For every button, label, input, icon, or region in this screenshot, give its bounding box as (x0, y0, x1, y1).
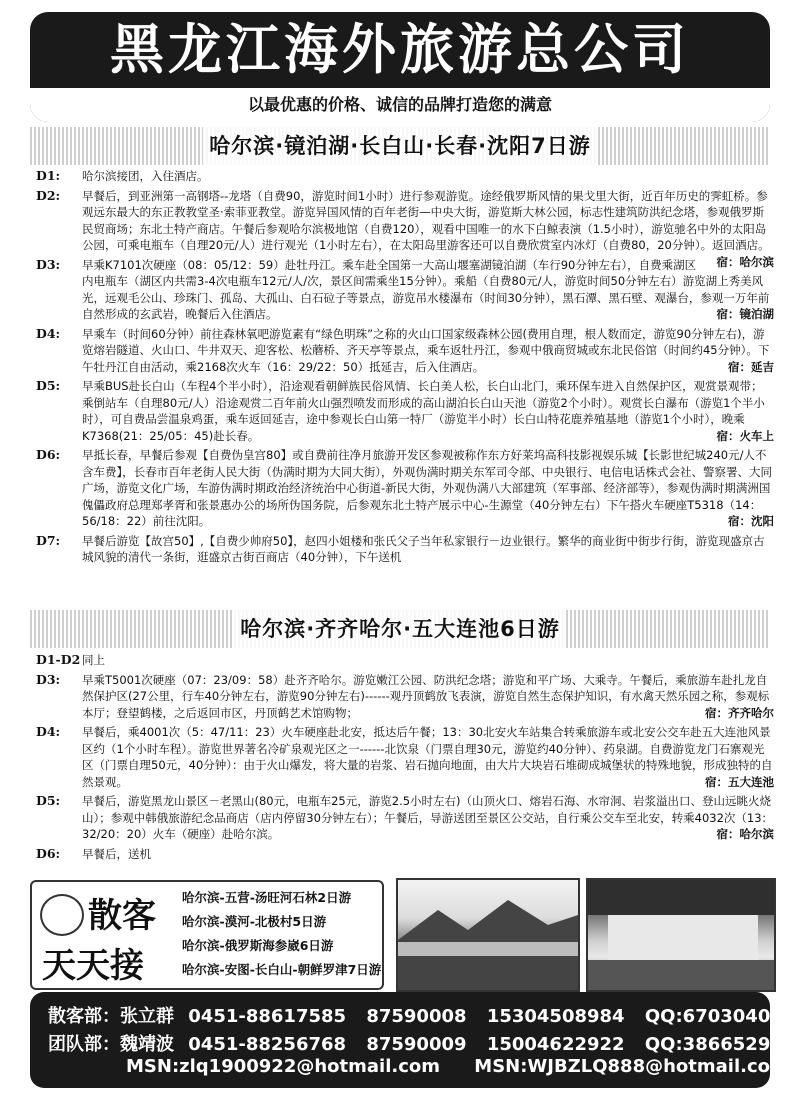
overnight-location: 宿：哈尔滨 (716, 827, 774, 841)
day-label: D4: (36, 325, 61, 341)
promo-route: 哈尔滨-俄罗斯海参崴6日游 (182, 938, 334, 953)
day-label: D5: (36, 378, 61, 393)
day-label: D5: (36, 793, 61, 808)
promo-box (30, 880, 384, 990)
contact-name: 团队部：魏靖波 (48, 1034, 174, 1055)
itinerary-day (30, 378, 774, 444)
itinerary-day (30, 257, 774, 323)
contact-mobile: 15304508984 (486, 1006, 625, 1027)
overnight-location: 宿：镜泊湖 (716, 307, 774, 321)
day-label: D6: (36, 845, 61, 861)
itinerary-day (30, 533, 774, 566)
overnight-location: 宿：火车上 (716, 428, 774, 443)
header-banner (30, 12, 770, 122)
mountain-lake-image (398, 880, 578, 990)
tour1-banner (30, 127, 770, 165)
day-label: D4: (36, 724, 61, 739)
day-description (82, 533, 774, 566)
day-description (82, 652, 774, 669)
day-text: 早乘BUS赴长白山（车程4个半小时），沿途观看朝鲜族民俗风情、长白美人松，长白山北门，乘环保车进入自然保护区，观赏景观带；乘倒站车（自理80元/人）沿途观赏二百年前火山强烈喷发而形成的高山湖泊长白山天池（游览2个小时）。观赏长白瀑布（游览1个半小时），可自费品尝温泉鸡蛋，乘车返回延吉，途中参观长白山第一特厂（游览半小时）长白山特花鹿养殖基地（游览1个小时），晚乘K7368(21：25/05：45)赴长春。 (82, 379, 765, 443)
promo-line1: 散客 (88, 896, 156, 936)
overnight-location: 宿：哈尔滨 (716, 254, 774, 269)
contact-phone: 0451-88617585 (188, 1006, 347, 1027)
overnight-location: 宿：五大连池 (705, 774, 774, 789)
tour2-title: 哈尔滨·齐齐哈尔·五大连池6日游 (234, 610, 566, 648)
day-text: 早乘T5001次硬座（07：23/09：58）赴齐齐哈尔。游览嫩江公园、防洪纪念塔；游览和平广场、大乘寺。午餐后，乘旅游车赴扎龙自然保护区(27公里，行车40分钟左右，游览90分钟左右)------观丹顶鹤放飞表演，游览自然生态保护知识，有水禽天然乐园之称，参观标本厅；登望鹤楼，之后返回市区，丹顶鹤艺术馆购物； (82, 672, 770, 720)
slogan: 以最优惠的价格、诚信的品牌打造您的满意 (30, 88, 770, 122)
contact-name: 散客部：张立群 (48, 1006, 174, 1027)
day-text: 早餐后，到亚洲第一高钢塔--龙塔（自费90，游览时间1小时）进行参观游览。途经俄罗斯风情的果戈里大街，近百年历史的霁虹桥。参观远东最大的东正教教堂圣·索菲亚教堂。游览异国风情的百年老街—中央大街，游览斯大林公园，标志性建筑防洪纪念塔，参观俄罗斯民贸商场；东北土特产商店。午餐后参观哈尔滨极地馆（自费120），观看中国唯一的水下白鲸表演（1.5小时），游览驰名中外的太阳岛公园，可乘电瓶车（自理20元/人）进行观光（1小时左右），在太阳岛里游客还可以自费欣赏室内冰灯（自费80，20分钟）。返回酒店。 (82, 188, 770, 252)
contact-phone: 0451-88256768 (188, 1034, 347, 1055)
day-text: 早餐后，游览黑龙山景区－老黑山(80元，电瓶车25元，游览2.5小时左右)（山顶火口、熔岩石海、水帘洞、岩浆溢出口、登山远眺火烧山）；参观中韩俄旅游纪念品商店（店内停留30分钟左右）；午餐后，导游送团至景区公交站，自行乘公交车至北安，转乘4032次（13：32/20：20）火车（硬座）赴哈尔滨。 (82, 794, 774, 841)
itinerary-day (30, 846, 774, 863)
promo-route: 哈尔滨-安图-长白山-朝鲜罗津7日游 (182, 962, 382, 977)
itinerary-day (30, 724, 774, 790)
mascot-icon (40, 894, 84, 936)
overnight-location: 宿：齐齐哈尔 (705, 705, 774, 720)
day-text: 早乘车（时间60分钟）前往森林氧吧游览素有“绿色明珠”之称的火山口国家级森林公园(费用自理，根人数而定，游览90分钟左右)，游览熔岩隧道、火山口、牛井双天、迎客松、松蘑桥、齐天亭等景点，乘车返牡丹江，参观中俄商贸城或东北民俗馆（时间约45分钟）。下午牡丹江自由活动，乘2168次火车（16：29/22：50）抵延吉，后入住酒店。 (82, 326, 770, 374)
day-text: 同上 (82, 653, 105, 667)
tour2-banner (30, 610, 770, 648)
day-text: 早餐后游览【故宫50】,【自费少帅府50】，赵四小姐楼和张氏父子当年私家银行－边业银行。繁华的商业街中街步行街，游览现盛京古城风貌的清代一条街，逛盛京古街百商店（40分钟），下午送机 (82, 533, 765, 564)
day-text: 早乘K7101次硬座（08：05/12：59）赴牡丹江。乘车赴全国第一大高山堰塞湖镜泊湖（车行90分钟左右），自费乘湖区内电瓶车（湖区内共需3-4次电瓶车12元/人/次，景区间需乘坐15分钟）。乘船（自费80元/人，游览时间50分钟左右）游览湖上秀美风光，远观毛公山、珍珠门、孤岛、大孤山、白石砬子等景点，游览吊水楼瀑布（时间30分钟），黑石潭、黑石壁、观瀑台，参观一万年前自然形成的玄武岩，晚餐后入住酒店。 (82, 257, 770, 321)
itinerary-day (30, 652, 774, 669)
day-text: 早抵长春，早餐后参观【自费伪皇宫80】或自费前往净月旅游开发区参观被称作东方好莱坞高科技影视娱乐城【长影世纪城240元/人不含车费】，长春市百年老街人民大街（伪满时期为大同大街），外观伪满时期关东军司令部、中央银行、电信电话株式会社、警察署、大同广场，游览文化广场，车游伪满时期政治经济统治中心街道-新民大街，外观伪满八大部建筑（军事部、经济部等），参观伪满时期满洲国傀儡政府总理郑孝胥和张景惠办公的场所伪国务院，后参观东北土特产展示中心-生源堂（40分钟左右）下午搭火车硬座T5318（14：56/18：22）前往沈阳。 (82, 448, 772, 528)
overnight-location: 宿：延吉 (728, 359, 774, 374)
day-label: D1-D2 (36, 652, 81, 667)
day-description (82, 724, 774, 790)
day-text: 早餐后，送机 (82, 846, 151, 861)
day-description (82, 188, 774, 269)
day-description (82, 168, 774, 185)
itinerary-day (30, 326, 774, 376)
contact-footer (30, 992, 796, 1088)
contact-qq: QQ:386652904 (644, 1034, 796, 1055)
contact-qq: QQ:670304024 (644, 1006, 796, 1027)
promo-route: 哈尔滨-漠河-北极村5日游 (182, 914, 327, 929)
day-text: 哈尔滨接团，入住酒店。 (82, 169, 209, 183)
contact-msn[interactable]: MSN:zlq1900922@hotmail.com (126, 1056, 440, 1077)
day-label: D1: (36, 168, 61, 183)
contact-msn[interactable]: MSN:WJBZLQ888@hotmail.com (474, 1056, 789, 1077)
day-description (82, 378, 774, 444)
promo-route: 哈尔滨-五营-汤旺河石林2日游 (182, 890, 352, 905)
waterfall-photo (586, 878, 776, 992)
day-description (82, 326, 774, 376)
itinerary-day (30, 168, 774, 185)
contact-row-2 (48, 1030, 795, 1056)
promo-line2: 天天接 (42, 946, 144, 986)
overnight-location: 宿：沈阳 (728, 514, 774, 528)
day-label: D7: (36, 532, 61, 548)
itinerary-day (30, 447, 774, 530)
contact-row-3 (126, 1056, 789, 1077)
contact-tel: 87590009 (366, 1034, 467, 1055)
day-label: D2: (36, 187, 61, 203)
itinerary-day (30, 672, 774, 722)
day-description (82, 672, 774, 722)
itinerary-day (30, 793, 774, 843)
day-description (82, 257, 774, 323)
contact-tel: 87590008 (366, 1006, 467, 1027)
waterfall-image (588, 880, 774, 990)
day-text: 早餐后，乘4001次（5：47/11：23）火车硬座赴北安，抵达后午餐；13：30北安火车站集合转乘旅游车或北安公交车赴五大连池风景区约（1个小时车程）。游览世界著名冷矿泉观光区之一------北饮泉（门票自理30元，游览约40分钟）、药泉湖。自费游览龙门石寨观光区（门票自理50元，40分钟）：由于火山爆发，将大量的岩浆、岩石抛向地面，由大片大块岩石堆砌成城堡状的特殊地貌，形成独特的自然景观。 (82, 725, 773, 789)
day-description (82, 846, 774, 863)
day-label: D6: (36, 447, 61, 462)
day-description (82, 793, 774, 843)
tour1-itinerary (30, 168, 774, 569)
day-label: D3: (36, 671, 61, 687)
tour1-title: 哈尔滨·镜泊湖·长白山·长春·沈阳7日游 (203, 127, 597, 165)
company-title: 黑龙江海外旅游总公司 (110, 18, 690, 81)
tianchi-photo (396, 878, 580, 992)
contact-row-1 (48, 1002, 795, 1028)
contact-mobile: 15004622922 (486, 1034, 625, 1055)
day-label: D3: (36, 256, 61, 272)
day-description (82, 447, 774, 530)
promo-routes (182, 886, 382, 982)
tour2-itinerary (30, 652, 774, 865)
